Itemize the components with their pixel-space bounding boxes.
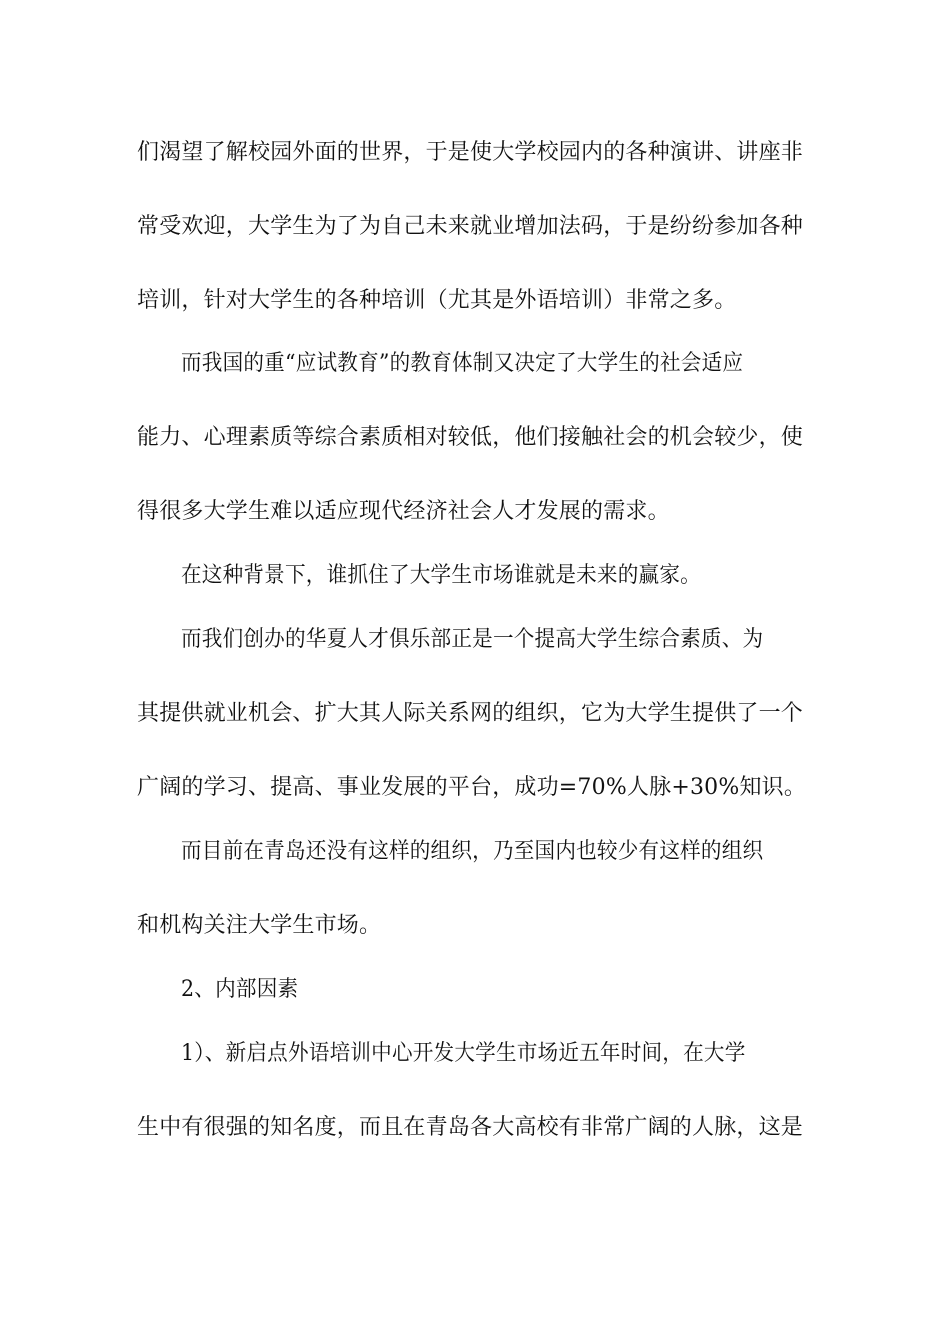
body-text-line: 得很多大学生难以适应现代经济社会人才发展的需求。: [137, 499, 670, 524]
body-text-line: 培训，针对大学生的各种培训（尤其是外语培训）非常之多。: [137, 288, 737, 313]
section-heading: 2、内部因素: [181, 977, 299, 1002]
paragraph-first-line: 1）、新启点外语培训中心开发大学生市场近五年时间，在大学: [181, 1041, 746, 1066]
body-text-line: 常受欢迎，大学生为了为自己未来就业增加法码，于是纷纷参加各种: [137, 214, 804, 239]
body-text-line: 生中有很强的知名度，而且在青岛各大高校有非常广阔的人脉，这是: [137, 1115, 804, 1140]
body-text-line: 广阔的学习、提高、事业发展的平台，成功=70%人脉+30%知识。: [137, 775, 807, 800]
paragraph-first-line: 而我们创办的华夏人才俱乐部正是一个提高大学生综合素质、为: [181, 627, 764, 652]
body-text-line: 能力、心理素质等综合素质相对较低，他们接触社会的机会较少，使: [137, 425, 804, 450]
body-text-line: 其提供就业机会、扩大其人际关系网的组织，它为大学生提供了一个: [137, 701, 804, 726]
paragraph-first-line: 而目前在青岛还没有这样的组织，乃至国内也较少有这样的组织: [181, 839, 764, 864]
body-text-line: 们渴望了解校园外面的世界，于是使大学校园内的各种演讲、讲座非: [137, 140, 804, 165]
body-text-line: 和机构关注大学生市场。: [137, 913, 382, 938]
paragraph-first-line: 在这种背景下，谁抓住了大学生市场谁就是未来的赢家。: [181, 563, 701, 588]
paragraph-first-line: 而我国的重“应试教育”的教育体制又决定了大学生的社会适应: [181, 351, 744, 376]
